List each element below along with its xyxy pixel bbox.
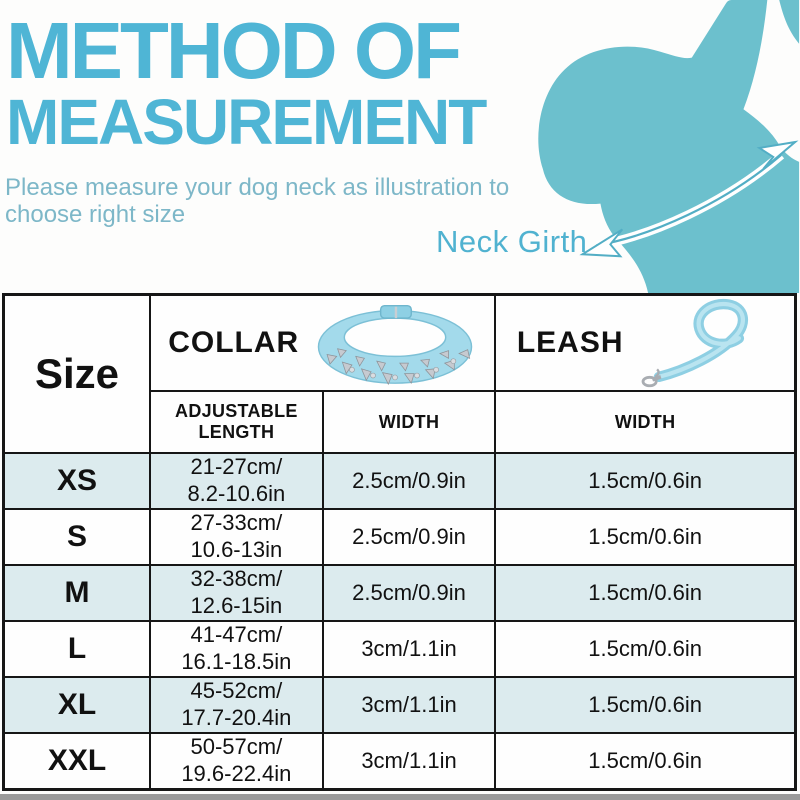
subheader-leash-width: WIDTH [495, 391, 795, 453]
neck-girth-label: Neck Girth [436, 224, 588, 259]
leash-icon [638, 296, 774, 390]
collar-width-value: 2.5cm/0.9in [323, 565, 496, 621]
adjustable-length-value: 32-38cm/ 12.6-15in [150, 565, 323, 621]
size-label: S [4, 509, 151, 565]
dog-silhouette-icon [530, 0, 800, 293]
table-row-xs [4, 453, 796, 509]
adjustable-length-value: 45-52cm/ 17.7-20.4in [150, 677, 323, 733]
leash-width-value: 1.5cm/0.6in [495, 453, 795, 509]
leash-header-label: LEASH [516, 326, 624, 359]
collar-width-value: 3cm/1.1in [323, 677, 496, 733]
adjustable-length-value: 50-57cm/ 19.6-22.4in [150, 733, 323, 789]
image-bottom-edge [0, 794, 800, 800]
column-header-size: Size [4, 295, 151, 454]
collar-header-label: COLLAR [168, 326, 300, 359]
collar-icon [313, 299, 477, 387]
table-row-xl [4, 677, 796, 733]
column-header-collar [150, 295, 495, 392]
table-row-s [4, 509, 796, 565]
size-label: M [4, 565, 151, 621]
size-label: XL [4, 677, 151, 733]
collar-width-value: 2.5cm/0.9in [323, 453, 496, 509]
table-row-m [4, 565, 796, 621]
size-label: XS [4, 453, 151, 509]
column-header-leash [495, 295, 795, 392]
size-label: L [4, 621, 151, 677]
adjustable-length-value: 27-33cm/ 10.6-13in [150, 509, 323, 565]
leash-width-value: 1.5cm/0.6in [495, 677, 795, 733]
leash-width-value: 1.5cm/0.6in [495, 621, 795, 677]
dog-silhouette-illustration [530, 0, 800, 293]
measurement-instructions: Please measure your dog neck as illustration to choose right size [5, 174, 510, 229]
table-row-l [4, 621, 796, 677]
collar-width-value: 2.5cm/0.9in [323, 509, 496, 565]
subheader-adjustable-length: ADJUSTABLE LENGTH [150, 391, 323, 453]
subheader-collar-width: WIDTH [323, 391, 496, 453]
leash-width-value: 1.5cm/0.6in [495, 733, 795, 789]
table-row-xxl [4, 733, 796, 789]
page-title-line1: METHOD OF [6, 6, 459, 95]
adjustable-length-value: 21-27cm/ 8.2-10.6in [150, 453, 323, 509]
leash-width-value: 1.5cm/0.6in [495, 509, 795, 565]
collar-width-value: 3cm/1.1in [323, 621, 496, 677]
size-label: XXL [4, 733, 151, 789]
size-chart-table [2, 293, 797, 791]
adjustable-length-value: 41-47cm/ 16.1-18.5in [150, 621, 323, 677]
leash-width-value: 1.5cm/0.6in [495, 565, 795, 621]
snap-hook-icon [643, 369, 661, 385]
collar-width-value: 3cm/1.1in [323, 733, 496, 789]
page-title [6, 6, 486, 159]
page-title-line2: MEASUREMENT [6, 86, 486, 159]
